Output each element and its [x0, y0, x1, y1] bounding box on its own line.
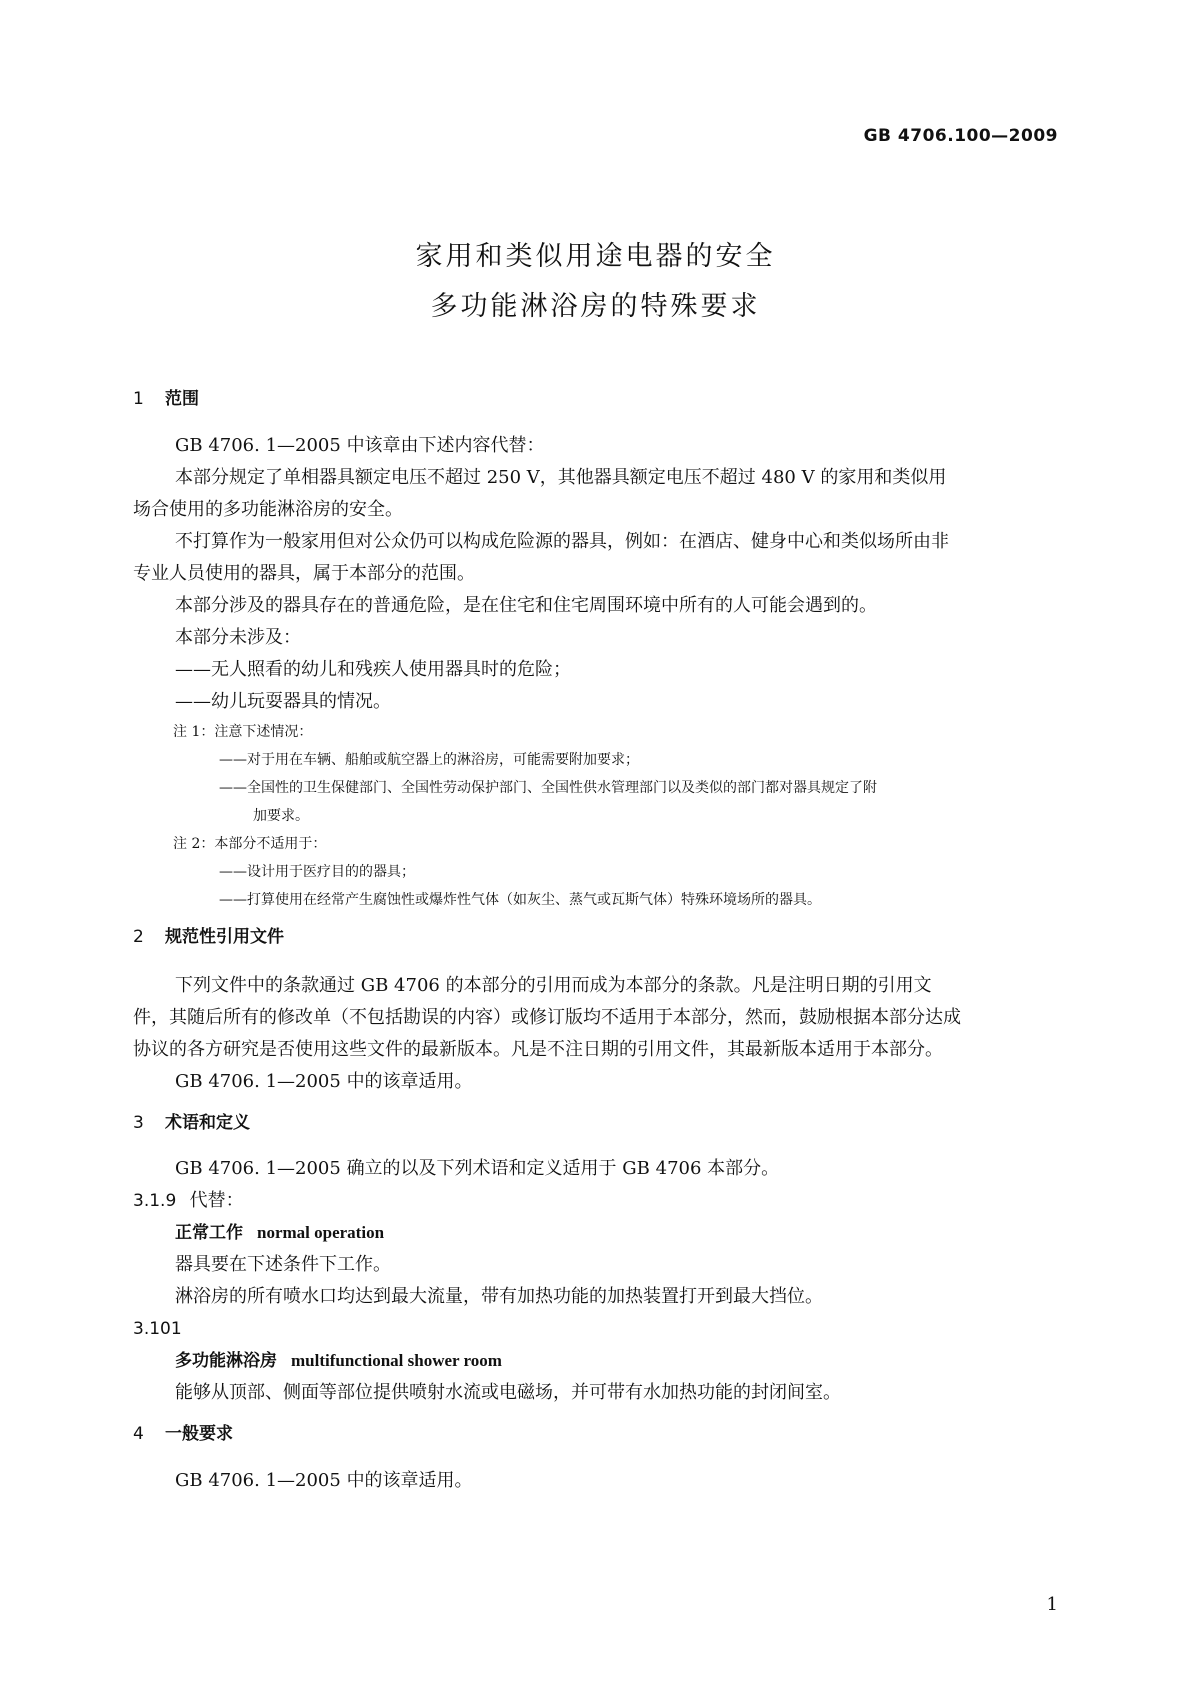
term-english: multifunctional shower room	[291, 1351, 502, 1370]
paragraph-continuation: 场合使用的多功能淋浴房的安全。	[133, 499, 403, 520]
paragraph: 本部分未涉及：	[175, 627, 301, 648]
note-list-item: ——对于用在车辆、船舶或航空器上的淋浴房，可能需要附加要求；	[219, 752, 639, 768]
subclause-3-1-9	[133, 1185, 1063, 1217]
section-2-heading	[133, 922, 1063, 952]
note-list-item: ——打算使用在经常产生腐蚀性或爆炸性气体（如灰尘、蒸气或瓦斯气体）特殊环境场所的器具。	[219, 892, 821, 908]
dash-list-item: ——无人照看的幼儿和残疾人使用器具时的危险；	[175, 659, 571, 680]
dash-list-item: ——幼儿玩耍器具的情况。	[175, 691, 391, 712]
section-title: 规范性引用文件	[165, 927, 284, 947]
section-title: 一般要求	[165, 1424, 233, 1444]
term-chinese: 多功能淋浴房	[175, 1351, 277, 1371]
paragraph: 本部分规定了单相器具额定电压不超过 250 V，其他器具额定电压不超过 480 V 的家用和类似用	[175, 467, 947, 488]
subclause-3-101: 3.101	[133, 1319, 182, 1339]
section-4-heading	[133, 1419, 1063, 1449]
section-number: 3	[133, 1113, 144, 1133]
definition: 器具要在下述条件下工作。	[175, 1254, 391, 1275]
subclause-number: 3.1.9	[133, 1191, 177, 1211]
section-number: 4	[133, 1424, 144, 1444]
paragraph: GB 4706. 1—2005 中该章由下述内容代替：	[175, 435, 545, 456]
section-title: 术语和定义	[165, 1113, 250, 1133]
note-list-item-continuation: 加要求。	[253, 808, 309, 824]
paragraph-continuation: 件，其随后所有的修改单（不包括勘误的内容）或修订版均不适用于本部分，然而，鼓励根据本部分达成	[133, 1007, 961, 1028]
page-number: 1	[1046, 1594, 1058, 1615]
document-body	[133, 384, 1063, 1497]
term-english: normal operation	[257, 1223, 385, 1242]
term-multifunctional-shower-room	[133, 1345, 1063, 1377]
term-chinese: 正常工作	[175, 1223, 243, 1243]
section-1-heading	[133, 384, 1063, 414]
term-normal-operation	[133, 1217, 1063, 1249]
paragraph: 本部分涉及的器具存在的普通危险，是在住宅和住宅周围环境中所有的人可能会遇到的。	[175, 595, 877, 616]
note-2-label: 注 2：本部分不适用于：	[173, 836, 327, 852]
paragraph-continuation: 专业人员使用的器具，属于本部分的范围。	[133, 563, 475, 584]
note-1-label: 注 1：注意下述情况：	[173, 724, 313, 740]
paragraph: 下列文件中的条款通过 GB 4706 的本部分的引用而成为本部分的条款。凡是注明日期的引用文	[175, 975, 932, 996]
paragraph: GB 4706. 1—2005 确立的以及下列术语和定义适用于 GB 4706 本部分。	[175, 1158, 780, 1179]
section-3-heading	[133, 1108, 1063, 1138]
section-title: 范围	[165, 389, 199, 409]
paragraph: 不打算作为一般家用但对公众仍可以构成危险源的器具，例如：在酒店、健身中心和类似场所由非	[175, 531, 949, 552]
paragraph: GB 4706. 1—2005 中的该章适用。	[175, 1071, 473, 1092]
definition: 能够从顶部、侧面等部位提供喷射水流或电磁场，并可带有水加热功能的封闭间室。	[175, 1382, 841, 1403]
definition: 淋浴房的所有喷水口均达到最大流量，带有加热功能的加热装置打开到最大挡位。	[175, 1286, 823, 1307]
section-number: 2	[133, 927, 144, 947]
subclause-text: 代替：	[189, 1190, 244, 1211]
paragraph: GB 4706. 1—2005 中的该章适用。	[175, 1470, 473, 1491]
section-number: 1	[133, 389, 144, 409]
document-title-line1: 家用和类似用途电器的安全	[415, 241, 776, 272]
document-title-line2: 多功能淋浴房的特殊要求	[430, 291, 761, 322]
paragraph-continuation: 协议的各方研究是否使用这些文件的最新版本。凡是不注日期的引用文件，其最新版本适用于本部分。	[133, 1039, 943, 1060]
note-list-item: ——全国性的卫生保健部门、全国性劳动保护部门、全国性供水管理部门以及类似的部门都对器具规定了附	[219, 780, 877, 796]
note-list-item: ——设计用于医疗目的的器具；	[219, 864, 415, 880]
standard-number: GB 4706.100—2009	[863, 126, 1058, 146]
